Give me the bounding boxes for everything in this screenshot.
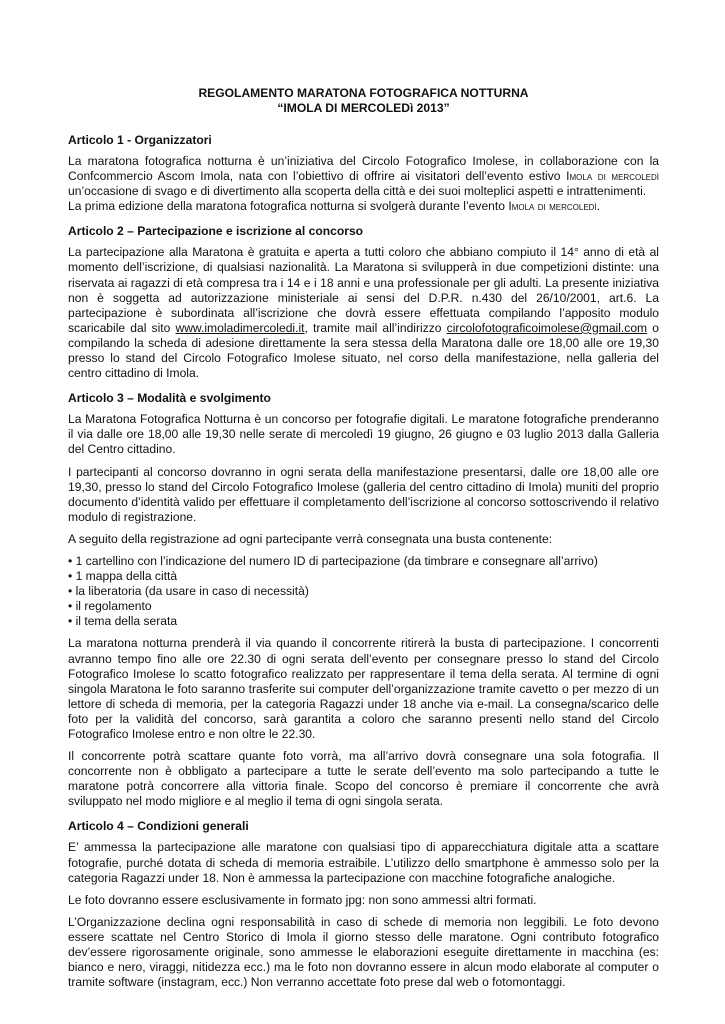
article-3-paragraph-4: La maratona notturna prenderà il via quando il concorrente ritirerà la busta di partecipazione. I concorrenti avranno tempo fino alle ore 22.30 di ogni serata dell’evento per consegnare presso lo stand del Circolo Fotografico Imolese lo scatto fotografico realizzato per rappresentare il tema della serata. Al termine di ogni singola Maratona le foto saranno trasferite sui computer dell’organizzazione tramite cavetto o per mezzo di un lettore di scheda di memoria, per la categoria Ragazzi under 18 anche via e-mail. La consegna/scarico delle foto per la validità del concorso, sarà garantita a coloro che saranno presenti nello stand del Circolo Fotografico Imolese entro e non oltre le 22.30. (68, 636, 659, 741)
article-3 (68, 391, 659, 809)
article-3-paragraph-2: I partecipanti al concorso dovranno in ogni serata della manifestazione presentarsi, dalle ore 18,00 alle ore 19,30, presso lo stand del Circolo Fotografico Imolese (galleria del centro cittadino di Imola) muniti del proprio documento d’identità valido per effettuare il completamento dell’iscrizione al concorso sottoscrivendo il relativo modulo di registrazione. (68, 464, 659, 524)
envelope-contents-list (68, 554, 659, 629)
article-4-paragraph-1: E’ ammessa la partecipazione alle maratone con qualsiasi tipo di apparecchiatura digitale atta a scattare fotografie, purché dotata di scheda di memoria estraibile. L’utilizzo dello smartphone è ammesso solo per la categoria Ragazzi under 18. Non è ammessa la partecipazione con macchine fotografiche analogiche. (68, 840, 659, 885)
event-name: Imola di mercoledì (566, 169, 659, 184)
text-run: La maratona fotografica notturna è un’iniziativa del Circolo Fotografico Imolese, in collaborazione con la Confcommercio Ascom Imola, nata con l’obiettivo di offrire ai visitatori dell’evento estivo (68, 154, 659, 184)
article-1-paragraph-1 (68, 154, 659, 214)
article-2-paragraph-1 (68, 245, 659, 381)
article-3-heading: Articolo 3 – Modalità e svolgimento (68, 391, 271, 406)
article-3-paragraph-1: La Maratona Fotografica Notturna è un concorso per fotografie digitali. Le maratone fotografiche prenderanno il via dalle ore 18,00 alle 19,30 nelle serate di mercoledì 19 giugno, 26 giugno e 03 luglio 2013 dalla Galleria del Centro cittadino. (68, 412, 659, 457)
article-4-heading: Articolo 4 – Condizioni generali (68, 819, 249, 834)
text-run: . (596, 199, 601, 214)
document-title (68, 86, 659, 116)
list-item: • 1 mappa della città (68, 569, 178, 584)
text-run: , tramite mail all’indirizzo (304, 320, 447, 335)
website-link[interactable]: www.imoladimercoledi.it (175, 320, 305, 335)
list-item: • il tema della serata (68, 614, 178, 629)
list-item: • 1 cartellino con l’indicazione del numero ID di partecipazione (da timbrare e consegnare all’arrivo) (68, 553, 598, 568)
article-2-heading: Articolo 2 – Partecipazione e iscrizione al concorso (68, 224, 364, 239)
text-run: La partecipazione alla Maratona è gratuita e aperta a tutti coloro che abbiano compiuto il 14° anno di età al momento dell’iscrizione, di qualsiasi nazionalità. La Maratona si svilupperà in due competizioni distinte: una riservata ai ragazzi di età compresa tra i 14 e i 18 anni e una professionale per gli adulti. La presente iniziativa non è soggetta ad autorizzazione ministeriale ai sensi del D.P.R. n.430 del 26/10/2001, art.6. La partecipazione è subordinata all’iscrizione che dovrà essere effettuata compilando l’apposito modulo scaricabile dal sito (68, 245, 659, 335)
list-item: • il regolamento (68, 599, 152, 614)
article-1 (68, 133, 659, 214)
article-3-paragraph-5: Il concorrente potrà scattare quante foto vorrà, ma all’arrivo dovrà consegnare una sola fotografia. Il concorrente non è obbligato a partecipare a tutte le serate dell’evento ma solo partecipando a tutte le maratone potrà concorrere alla vittoria finale. Scopo del concorso è premiare il concorrente che avrà sviluppato nel modo migliore e al meglio il tema di ogni singola serata. (68, 749, 659, 809)
event-name: Imola di mercoledì (508, 199, 597, 214)
title-line-1: REGOLAMENTO MARATONA FOTOGRAFICA NOTTURNA (198, 86, 529, 100)
article-4-paragraph-2: Le foto dovranno essere esclusivamente in formato jpg: non sono ammessi altri formati. (68, 892, 537, 907)
text-run: un’occasione di svago e di divertimento alla scoperta della città e dei suoi molteplici aspetti e intrattenimenti. (68, 184, 647, 199)
article-4-paragraph-3: L’Organizzazione declina ogni responsabilità in caso di schede di memoria non leggibili. Le foto devono essere scattate nel Centro Storico di Imola il giorno stesso delle maratone. Ogni contributo fotografico dev’essere rigorosamente originale, sono ammesse le elaborazioni eseguite direttamente in macchina (es: bianco e nero, viraggi, nitidezza ecc.) ma le foto non dovranno essere in alcun modo elaborate al computer o tramite software (instagram, ecc.) Non verranno accettate foto prese dal web o fotomontaggi. (68, 914, 659, 990)
list-item: • la liberatoria (da usare in caso di necessità) (68, 584, 309, 599)
article-2 (68, 224, 659, 381)
text-run: o compilando la scheda di adesione direttamente la sera stessa della Maratona dalle ore 18,00 alle ore 19,30 presso lo stand del Circolo Fotografico Imolese situato, nel corso della manifestazione, nella galleria del centro cittadino di Imola. (68, 320, 659, 381)
email-link[interactable]: circolofotograficoimolese@gmail.com (446, 320, 648, 335)
article-1-heading: Articolo 1 - Organizzatori (68, 133, 212, 147)
text-run: La prima edizione della maratona fotografica notturna si svolgerà durante l’evento (68, 199, 509, 214)
article-4 (68, 819, 659, 990)
title-line-2: “IMOLA DI MERCOLEDì 2013” (277, 101, 450, 115)
article-3-paragraph-3: A seguito della registrazione ad ogni partecipante verrà consegnata una busta contenente: (68, 531, 553, 546)
